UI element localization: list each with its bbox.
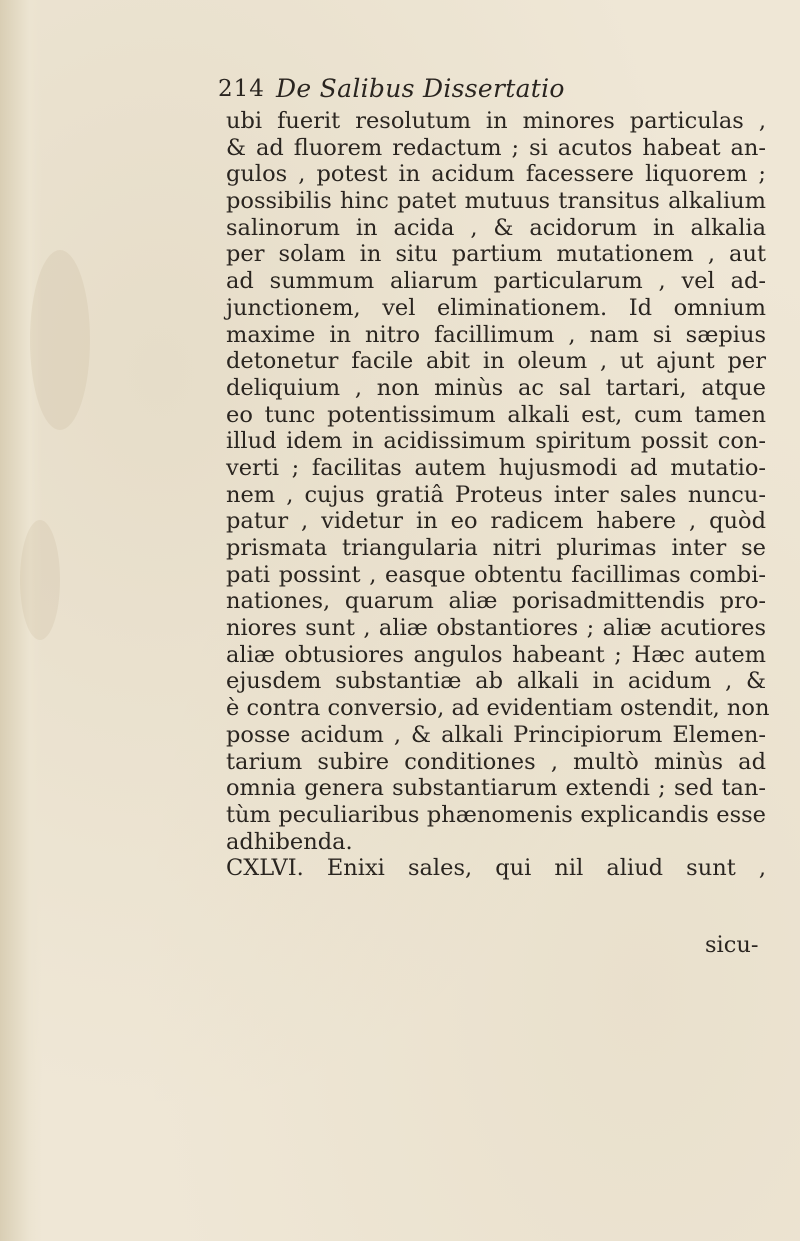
text-line: illud idem in acidissimum spiritum possit con- [226, 428, 766, 455]
text-line: patur , videtur in eo radicem habere , quòd [226, 508, 766, 535]
paper-stain [20, 520, 60, 640]
text-line: junctionem, vel eliminationem. Id omnium [226, 294, 766, 321]
text-line: deliquium , non minùs ac sal tartari, atque [226, 374, 766, 401]
text-line: gulos , potest in acidum facessere liquorem ; [226, 161, 766, 188]
section-heading-line: CXLVI. Enixi sales, qui nil aliud sunt , [226, 855, 766, 882]
text-line: prismata triangularia nitri plurimas inter se [226, 535, 766, 561]
page-header [218, 74, 698, 110]
text-line: ejusdem substantiæ ab alkali in acidum , & [226, 668, 766, 695]
text-line: pati possint , easque obtentu facillimas combi- [226, 561, 766, 588]
text-line: possibilis hinc patet mutuus transitus alkalium [226, 188, 766, 215]
text-line: tarium subire conditiones , multò minùs ad [226, 748, 766, 775]
text-line: aliæ obtusiores angulos habeant ; Hæc autem [226, 641, 766, 668]
text-line: nem , cujus gratiâ Proteus inter sales nuncu- [226, 481, 766, 508]
catchword: sicu- [705, 932, 759, 958]
text-line: ad summum aliarum particularum , vel ad- [226, 268, 766, 295]
text-line: nationes, quarum aliæ porisadmittendis pro- [226, 588, 766, 615]
text-line: maxime in nitro facillimum , nam si sæpius [226, 321, 766, 348]
text-line: omnia genera substantiarum extendi ; sed tan- [226, 775, 766, 802]
text-line: ubi fuerit resolutum in minores particulas , [226, 108, 766, 134]
text-line: per solam in situ partium mutationem , aut [226, 241, 766, 268]
page-number: 214 [218, 76, 265, 102]
text-line: & ad fluorem redactum ; si acutos habeat an- [226, 134, 766, 161]
text-line: posse acidum , & alkali Principiorum Elemen- [226, 721, 766, 748]
text-line: niores sunt , aliæ obstantiores ; aliæ acutiores [226, 615, 766, 642]
text-line: tùm peculiaribus phænomenis explicandis esse [226, 801, 766, 828]
running-head: De Salibus Dissertatio [276, 74, 565, 103]
text-line: salinorum in acida , & acidorum in alkalia [226, 214, 766, 241]
text-line: verti ; facilitas autem hujusmodi ad mutatio- [226, 454, 766, 481]
text-line: adhibenda. [226, 828, 353, 855]
text-line: è contra conversio, ad evidentiam ostendit, non [226, 695, 770, 722]
text-line: detonetur facile abit in oleum , ut ajunt per [226, 348, 766, 375]
body-text [226, 108, 770, 882]
paper-stain [30, 250, 90, 430]
text-line: eo tunc potentissimum alkali est, cum tamen [226, 401, 766, 428]
